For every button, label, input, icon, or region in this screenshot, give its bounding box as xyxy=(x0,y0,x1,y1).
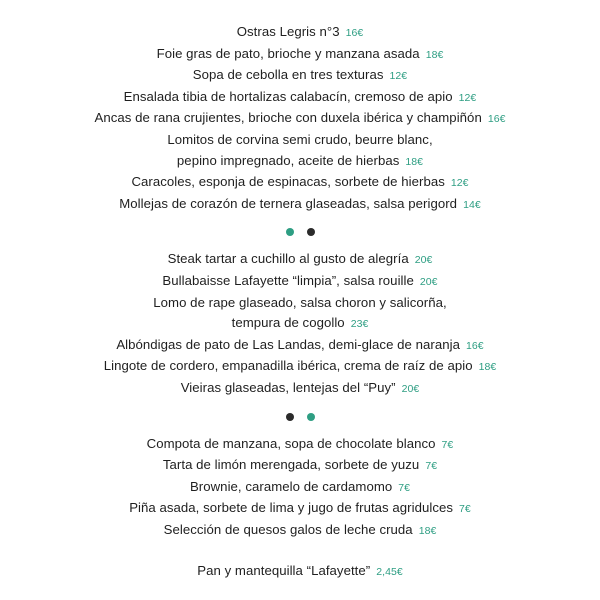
menu-item xyxy=(0,434,600,456)
price: 16€ xyxy=(345,27,364,39)
price: 16€ xyxy=(487,113,506,126)
price: 20€ xyxy=(419,275,438,288)
menu-item xyxy=(0,65,600,87)
menu-item-line xyxy=(0,108,600,130)
menu-item-line xyxy=(0,87,600,109)
menu-item xyxy=(0,22,600,44)
dish-name: Mollejas de corazón de ternera glaseadas, salsa perigord xyxy=(119,195,458,211)
price: 7€ xyxy=(398,481,411,494)
dish-name: Selección de quesos galos de leche cruda xyxy=(163,521,413,537)
menu-item-line xyxy=(0,356,600,378)
menu-section xyxy=(0,22,600,215)
menu-item xyxy=(0,172,600,194)
dish-name: Sopa de cebolla en tres texturas xyxy=(192,67,384,83)
dish-name: Lomitos de corvina semi crudo, beurre blanc, xyxy=(167,131,433,147)
price: 2,45€ xyxy=(376,566,403,579)
price: 18€ xyxy=(405,155,424,168)
dish-name: Ostras Legris n°3 xyxy=(236,24,340,39)
menu-item-line xyxy=(0,520,600,542)
price: 18€ xyxy=(418,524,437,537)
menu-item-line xyxy=(0,130,600,151)
menu-item xyxy=(0,194,600,216)
dish-name: Ancas de rana crujientes, brioche con duxela ibérica y champiñón xyxy=(94,110,482,126)
dish-name: tempura de cogollo xyxy=(231,315,345,331)
dish-name: Steak tartar a cuchillo al gusto de alegría xyxy=(167,251,409,267)
dark-dot-icon xyxy=(307,228,315,236)
menu-item xyxy=(0,356,600,378)
price: 12€ xyxy=(450,177,469,190)
menu-section xyxy=(0,249,600,399)
price: 12€ xyxy=(389,70,408,83)
green-dot-icon xyxy=(307,413,315,421)
menu-item xyxy=(0,561,600,583)
spacer xyxy=(0,541,600,561)
dish-name: Pan y mantequilla “Lafayette” xyxy=(197,563,371,579)
menu-section xyxy=(0,434,600,542)
menu-item xyxy=(0,130,600,172)
menu-item-line xyxy=(0,44,600,66)
menu-item-line xyxy=(0,151,600,173)
menu-item xyxy=(0,44,600,66)
dish-name: Bullabaisse Lafayette “limpia”, salsa rouille xyxy=(162,272,414,288)
dish-name: Foie gras de pato, brioche y manzana asada xyxy=(156,45,420,61)
menu-item xyxy=(0,378,600,400)
menu-item-line xyxy=(0,249,600,271)
dish-name: Piña asada, sorbete de lima y jugo de frutas agridulces xyxy=(129,500,454,516)
menu-card xyxy=(0,22,600,583)
price: 18€ xyxy=(425,48,444,61)
menu-item xyxy=(0,498,600,520)
price: 23€ xyxy=(350,318,369,331)
menu-item xyxy=(0,271,600,293)
dish-name: Albóndigas de pato de Las Landas, demi-glace de naranja xyxy=(116,336,460,352)
section-divider xyxy=(0,400,600,434)
menu-item xyxy=(0,455,600,477)
menu-item xyxy=(0,477,600,499)
dish-name: Vieiras glaseadas, lentejas del “Puy” xyxy=(180,379,396,395)
menu-item-line xyxy=(0,313,600,335)
menu-item-line xyxy=(0,335,600,357)
menu-item xyxy=(0,293,600,335)
dish-name: pepino impregnado, aceite de hierbas xyxy=(176,152,400,168)
price: 16€ xyxy=(466,339,484,352)
menu-item-line xyxy=(0,561,600,583)
price: 7€ xyxy=(425,460,438,473)
menu-item-line xyxy=(0,65,600,87)
dish-name: Lingote de cordero, empanadilla ibérica, crema de raíz de apio xyxy=(103,358,473,374)
menu-item-line xyxy=(0,271,600,293)
menu-item xyxy=(0,249,600,271)
menu-item xyxy=(0,87,600,109)
price: 7€ xyxy=(441,438,454,451)
dark-dot-icon xyxy=(286,413,294,421)
menu-item-line xyxy=(0,293,600,314)
section-divider xyxy=(0,215,600,249)
dish-name: Tarta de limón merengada, sorbete de yuzu xyxy=(162,457,420,473)
price: 12€ xyxy=(458,91,477,104)
menu-item-line xyxy=(0,378,600,400)
dish-name: Caracoles, esponja de espinacas, sorbete de hierbas xyxy=(131,174,445,190)
menu-item xyxy=(0,335,600,357)
dish-name: Ensalada tibia de hortalizas calabacín, cremoso de apio xyxy=(123,88,453,104)
menu-item-line xyxy=(0,498,600,520)
dish-name: Brownie, caramelo de cardamomo xyxy=(189,478,393,494)
dish-name: Compota de manzana, sopa de chocolate blanco xyxy=(146,435,436,451)
menu-item-line xyxy=(0,434,600,456)
menu-item-line xyxy=(0,172,600,194)
price: 14€ xyxy=(463,198,481,211)
price: 20€ xyxy=(401,382,420,395)
dish-name: Lomo de rape glaseado, salsa choron y salicorña, xyxy=(153,294,447,310)
menu-item-line xyxy=(0,455,600,477)
menu-item xyxy=(0,108,600,130)
menu-item-line xyxy=(0,194,600,216)
price: 18€ xyxy=(478,361,497,374)
menu-item-line xyxy=(0,22,600,44)
menu-item xyxy=(0,520,600,542)
menu-item-line xyxy=(0,477,600,499)
green-dot-icon xyxy=(286,228,294,236)
price: 20€ xyxy=(414,254,433,267)
price: 7€ xyxy=(459,503,471,516)
